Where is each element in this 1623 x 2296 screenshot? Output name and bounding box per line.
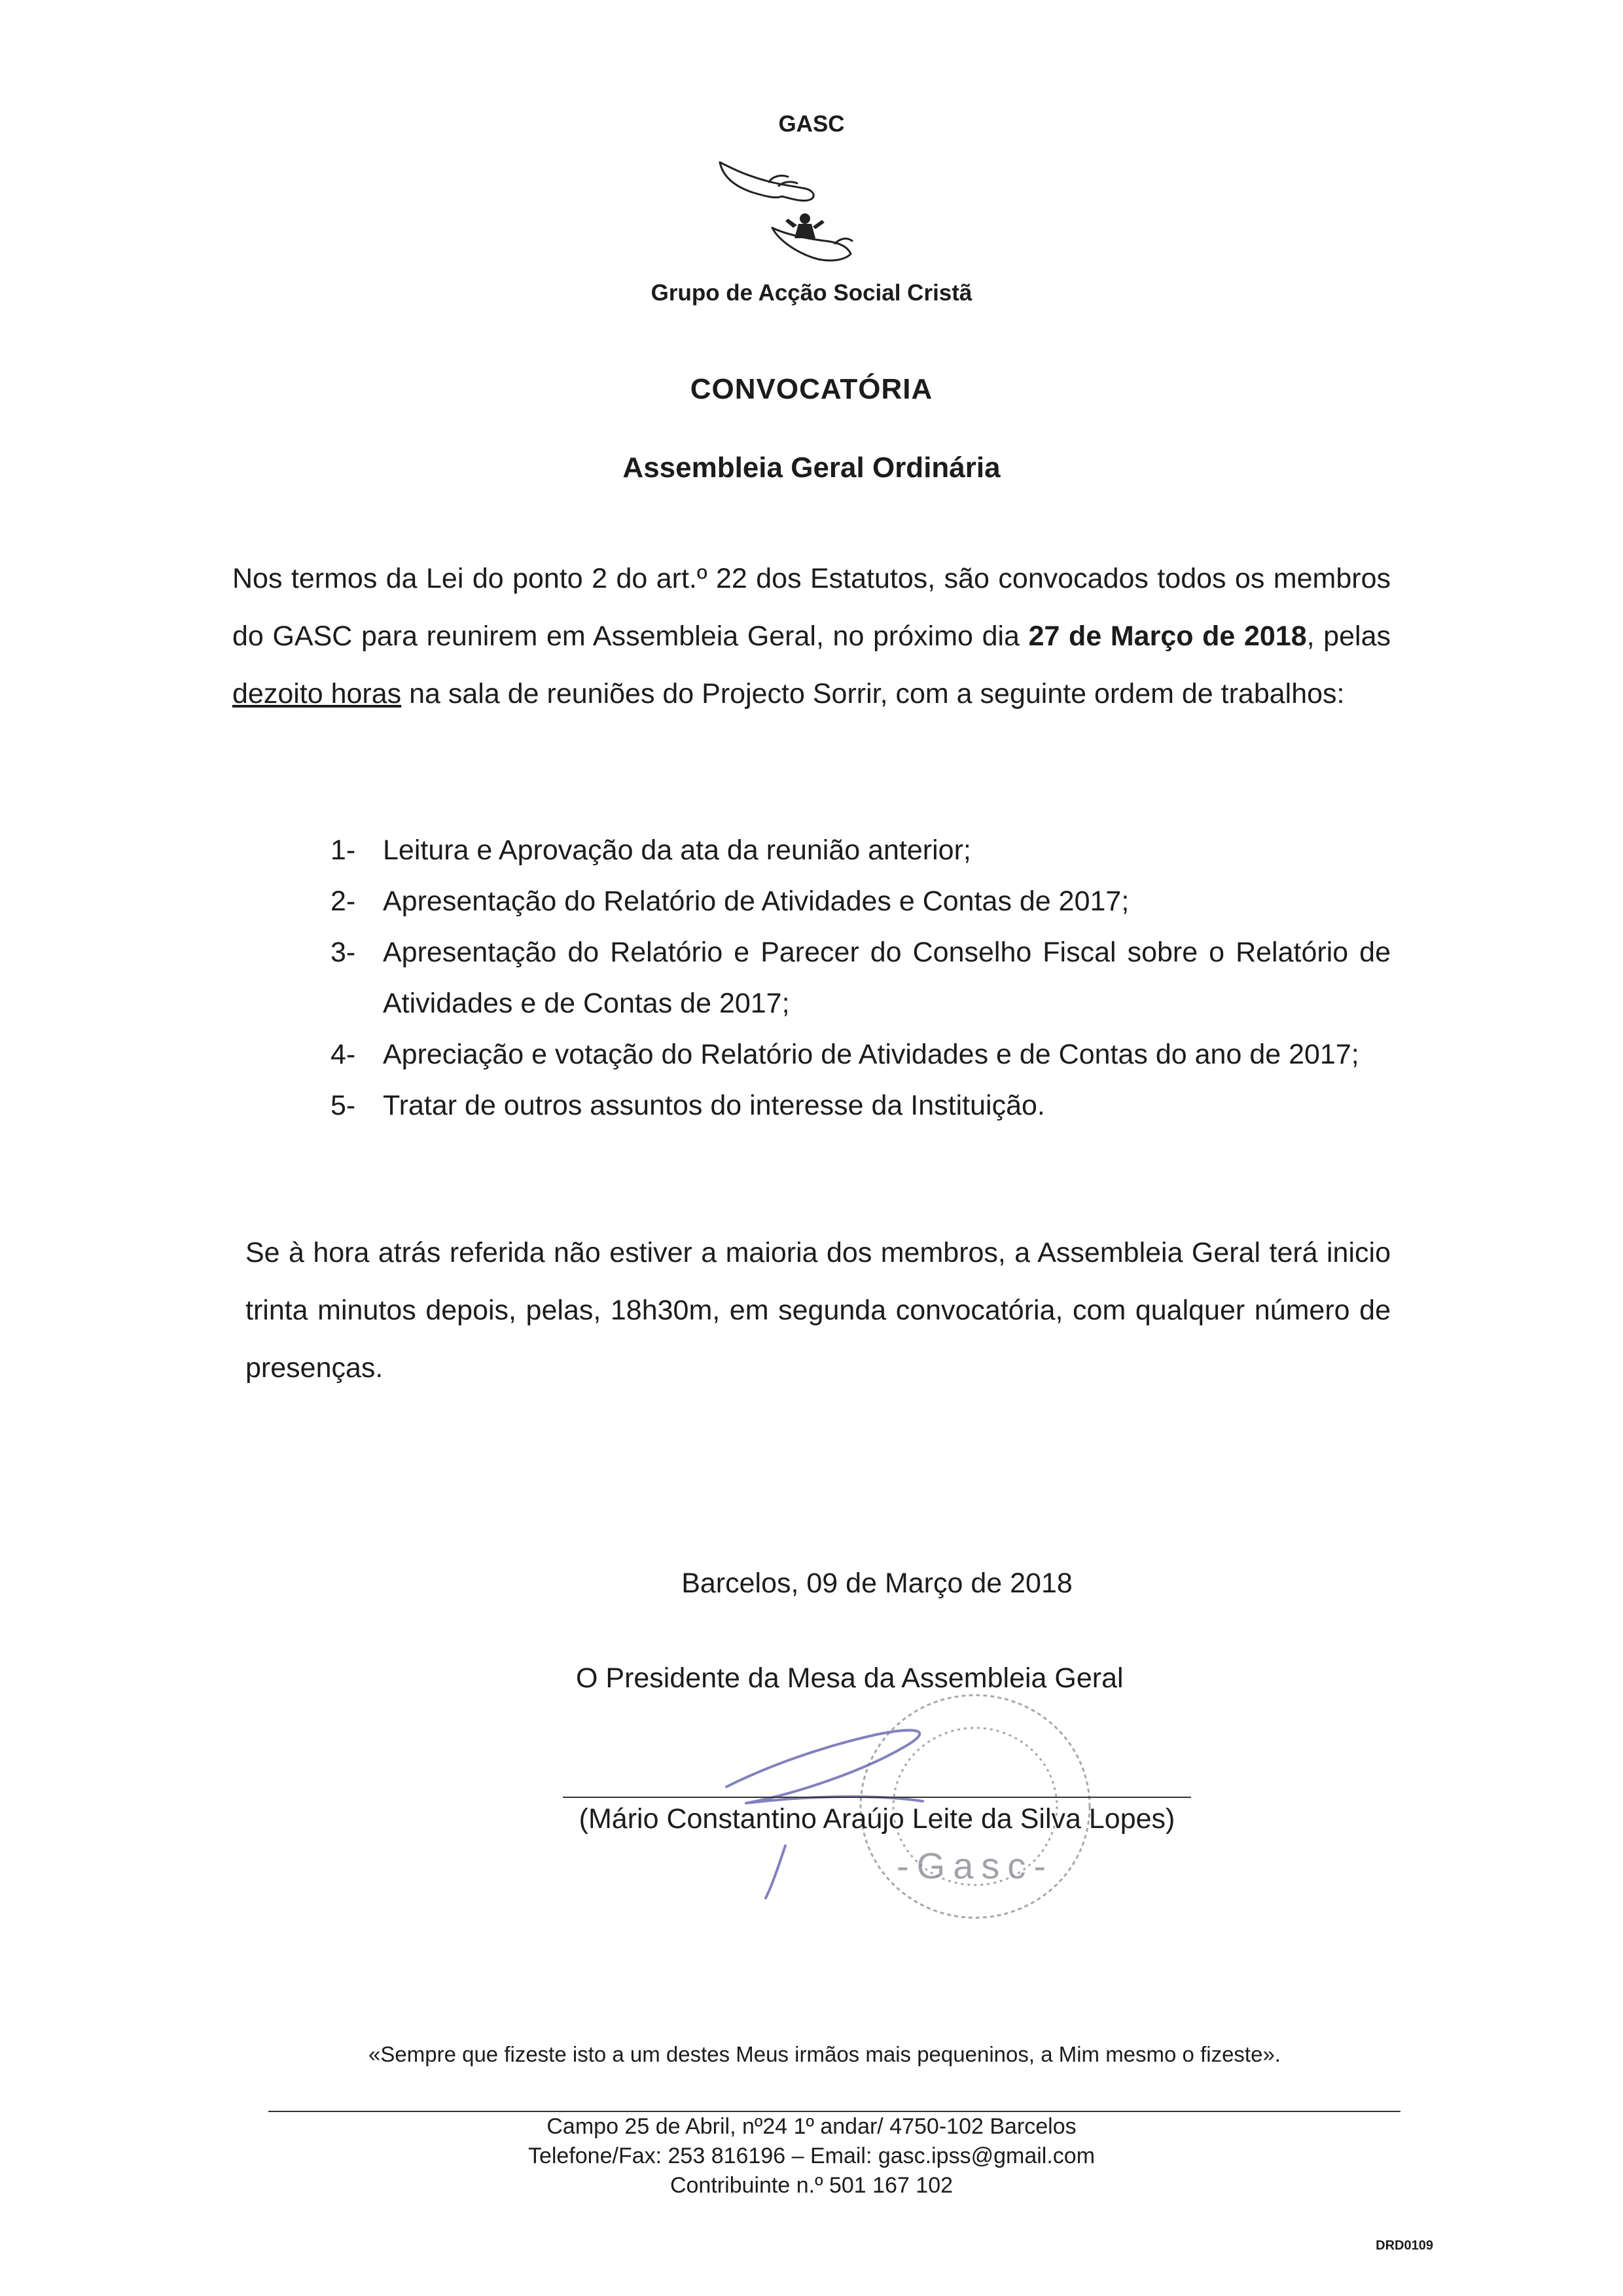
agenda-item <box>330 1029 1391 1080</box>
footer-address: Campo 25 de Abril, nº24 1º andar/ 4750-102 Barcelos <box>546 2114 1077 2139</box>
org-name: Grupo de Acção Social Cristã <box>651 280 972 306</box>
intro-paragraph <box>232 550 1391 723</box>
agenda-item-number: 2- <box>330 886 356 917</box>
hands-with-child-icon <box>707 156 864 274</box>
agenda-item-number: 1- <box>330 834 356 866</box>
agenda-item-text: Tratar de outros assuntos do interesse da Instituição. <box>383 1090 1045 1121</box>
agenda-item-text: Apresentação do Relatório de Atividades e Contas de 2017; <box>383 886 1130 917</box>
footer-quote: «Sempre que fizeste isto a um destes Meus irmãos mais pequeninos, a Mim mesmo o fizeste». <box>368 2042 1281 2066</box>
agenda-item <box>330 1080 1391 1131</box>
intro-text-2: , pelas <box>1306 620 1391 652</box>
place-and-date: Barcelos, 09 de Março de 2018 <box>681 1568 1073 1599</box>
agenda-item-number: 4- <box>330 1039 356 1070</box>
agenda-item-text: Apreciação e votação do Relatório de Atividades e de Contas do ano de 2017; <box>383 1039 1359 1070</box>
org-acronym: GASC <box>778 111 845 137</box>
document-title: CONVOCATÓRIA <box>690 373 933 405</box>
agenda-item-text: Apresentação do Relatório e Parecer do Conselho Fiscal sobre o Relatório de Atividades e de Contas de 2017; <box>383 937 1391 1019</box>
signature-role: O Presidente da Mesa da Assembleia Geral <box>576 1662 1124 1694</box>
agenda-item-number: 3- <box>330 937 356 968</box>
document-code: DRD0109 <box>1376 2238 1433 2253</box>
footer-contacts: Telefone/Fax: 253 816196 – Email: gasc.ipss@gmail.com <box>527 2144 1096 2168</box>
document-subtitle: Assembleia Geral Ordinária <box>622 452 1001 484</box>
agenda-item <box>330 927 1391 1029</box>
svg-text:-Gasc-: -Gasc- <box>897 1845 1054 1886</box>
meeting-time: dezoito horas <box>232 678 402 709</box>
closing-paragraph: Se à hora atrás referida não estiver a maioria dos membros, a Assembleia Geral terá inicio trinta minutos depois, pelas, 18h30m, em segunda convocatória, com qualquer número de presenças. <box>245 1237 1391 1384</box>
footer-divider <box>268 2111 1400 2112</box>
meeting-date: 27 de Março de 2018 <box>1028 620 1307 652</box>
signatory-name: (Mário Constantino Araújo Leite da Silva Lopes) <box>579 1803 1175 1835</box>
intro-text-3: na sala de reuniões do Projecto Sorrir, com a seguinte ordem de trabalhos: <box>401 678 1345 709</box>
intro-text-1: Nos termos da Lei do ponto 2 do art.º 22 dos Estatutos, são convocados todos os membros do GASC para reunirem em Assembleia Geral, no próximo dia <box>232 563 1391 652</box>
agenda-item <box>330 876 1391 927</box>
agenda-item-text: Leitura e Aprovação da ata da reunião anterior; <box>383 834 971 866</box>
agenda-list <box>330 825 1391 1131</box>
footer-tax-id: Contribuinte n.º 501 167 102 <box>669 2173 954 2198</box>
agenda-item <box>330 825 1391 876</box>
signature-line <box>563 1797 1191 1798</box>
agenda-item-number: 5- <box>330 1090 356 1121</box>
